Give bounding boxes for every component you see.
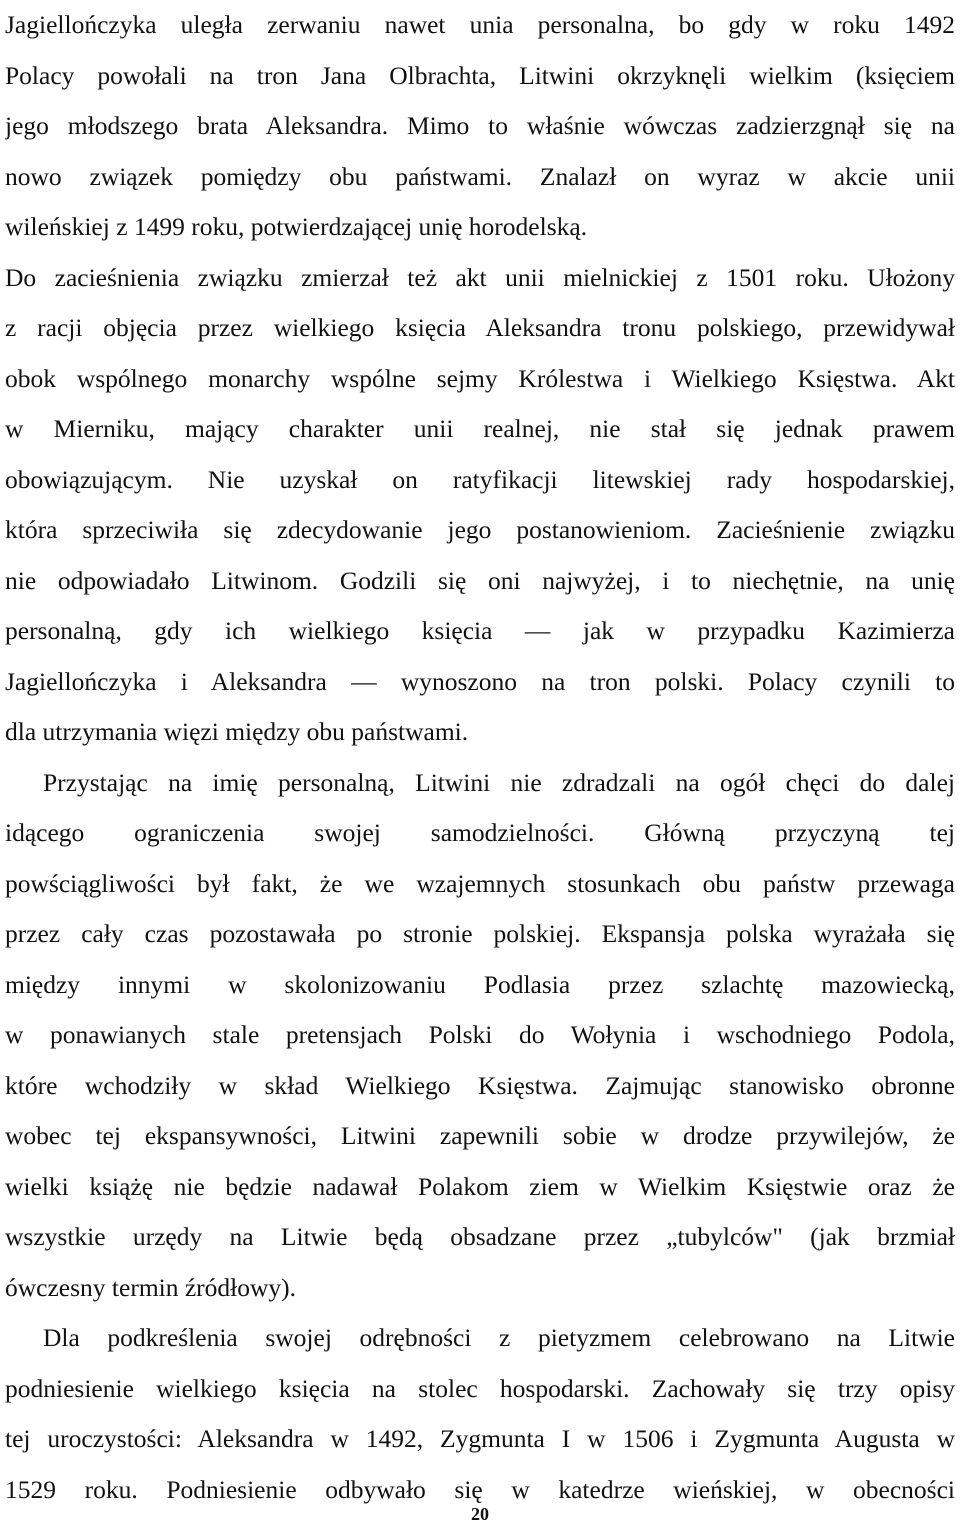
text-line: Dla podkreślenia swojej odrębności z pietyzmem celebrowano na Litwie [43, 1323, 955, 1352]
text-line: z racji objęcia przez wielkiego księcia Aleksandra tronu polskiego, przewidywał [5, 313, 955, 342]
text-line: wielki książę nie będzie nadawał Polakom ziem w Wielkim Księstwie oraz że [5, 1171, 955, 1201]
text-line: Jagiellończyka i Aleksandra — wynoszono na tron polski. Polacy czynili to [5, 666, 955, 696]
page-number: 20 [471, 1504, 489, 1524]
text-line: 1529 roku. Podniesienie odbywało się w katedrze wieńskiej, w obecności [5, 1474, 955, 1504]
text-line: nowo związek pomiędzy obu państwami. Znalazł on wyraz w akcie unii [5, 161, 955, 191]
text-line: przez cały czas pozostawała po stronie polskiej. Ekspansja polska wyrażała się [5, 919, 955, 948]
text-line: które wchodziły w skład Wielkiego Księstwa. Zajmując stanowisko obronne [5, 1070, 955, 1100]
text-line: powściągliwości był fakt, że we wzajemnych stosunkach obu państw przewaga [5, 868, 955, 898]
text-line: tej uroczystości: Aleksandra w 1492, Zygmunta I w 1506 i Zygmunta Augusta w [5, 1424, 955, 1453]
text-line: podniesienie wielkiego księcia na stolec hospodarski. Zachowały się trzy opisy [5, 1373, 955, 1403]
text-line: Przystając na imię personalną, Litwini nie zdradzali na ogół chęci do dalej [43, 767, 955, 797]
text-line: ówczesny termin źródłowy). [5, 1272, 297, 1302]
text-line: w Mierniku, mający charakter unii realnej, nie stał się jednak prawem [5, 414, 955, 443]
text-line: jego młodszego brata Aleksandra. Mimo to właśnie wówczas zadzierzgnął się na [5, 111, 955, 140]
text-line: która sprzeciwiła się zdecydowanie jego postanowieniom. Zacieśnienie związku [5, 515, 955, 544]
text-line: wszystkie urzędy na Litwie będą obsadzane przez „tubylców" (jak brzmiał [5, 1222, 955, 1251]
text-line: wileńskiej z 1499 roku, potwierdzającej unię horodelską. [5, 212, 588, 241]
text-line: Polacy powołali na tron Jana Olbrachta, Litwini okrzyknęli wielkim (księciem [5, 60, 955, 90]
text-line: Jagiellończyka uległa zerwaniu nawet unia personalna, bo gdy w roku 1492 [5, 10, 955, 39]
text-line: dla utrzymania więzi między obu państwami. [5, 717, 469, 746]
text-line: wobec tej ekspansywności, Litwini zapewnili sobie w drodze przywilejów, że [5, 1121, 955, 1150]
text-line: między innymi w skolonizowaniu Podlasia przez szlachtę mazowiecką, [5, 969, 955, 999]
text-line: idącego ograniczenia swojej samodzielności. Główną przyczyną tej [5, 818, 955, 847]
text-line: obok wspólnego monarchy wspólne sejmy Królestwa i Wielkiego Księstwa. Akt [5, 363, 955, 393]
text-line: obowiązującym. Nie uzyskał on ratyfikacji litewskiej rady hospodarskiej, [5, 464, 955, 494]
body-text [5, 0, 955, 1515]
text-line: nie odpowiadało Litwinom. Godzili się oni najwyżej, i to niechętnie, na unię [5, 565, 955, 595]
text-line: w ponawianych stale pretensjach Polski do Wołynia i wschodniego Podola, [5, 1020, 955, 1049]
text-line: personalną, gdy ich wielkiego księcia — jak w przypadku Kazimierza [5, 616, 955, 645]
text-line: Do zacieśnienia związku zmierzał też akt unii mielnickiej z 1501 roku. Ułożony [5, 262, 955, 292]
